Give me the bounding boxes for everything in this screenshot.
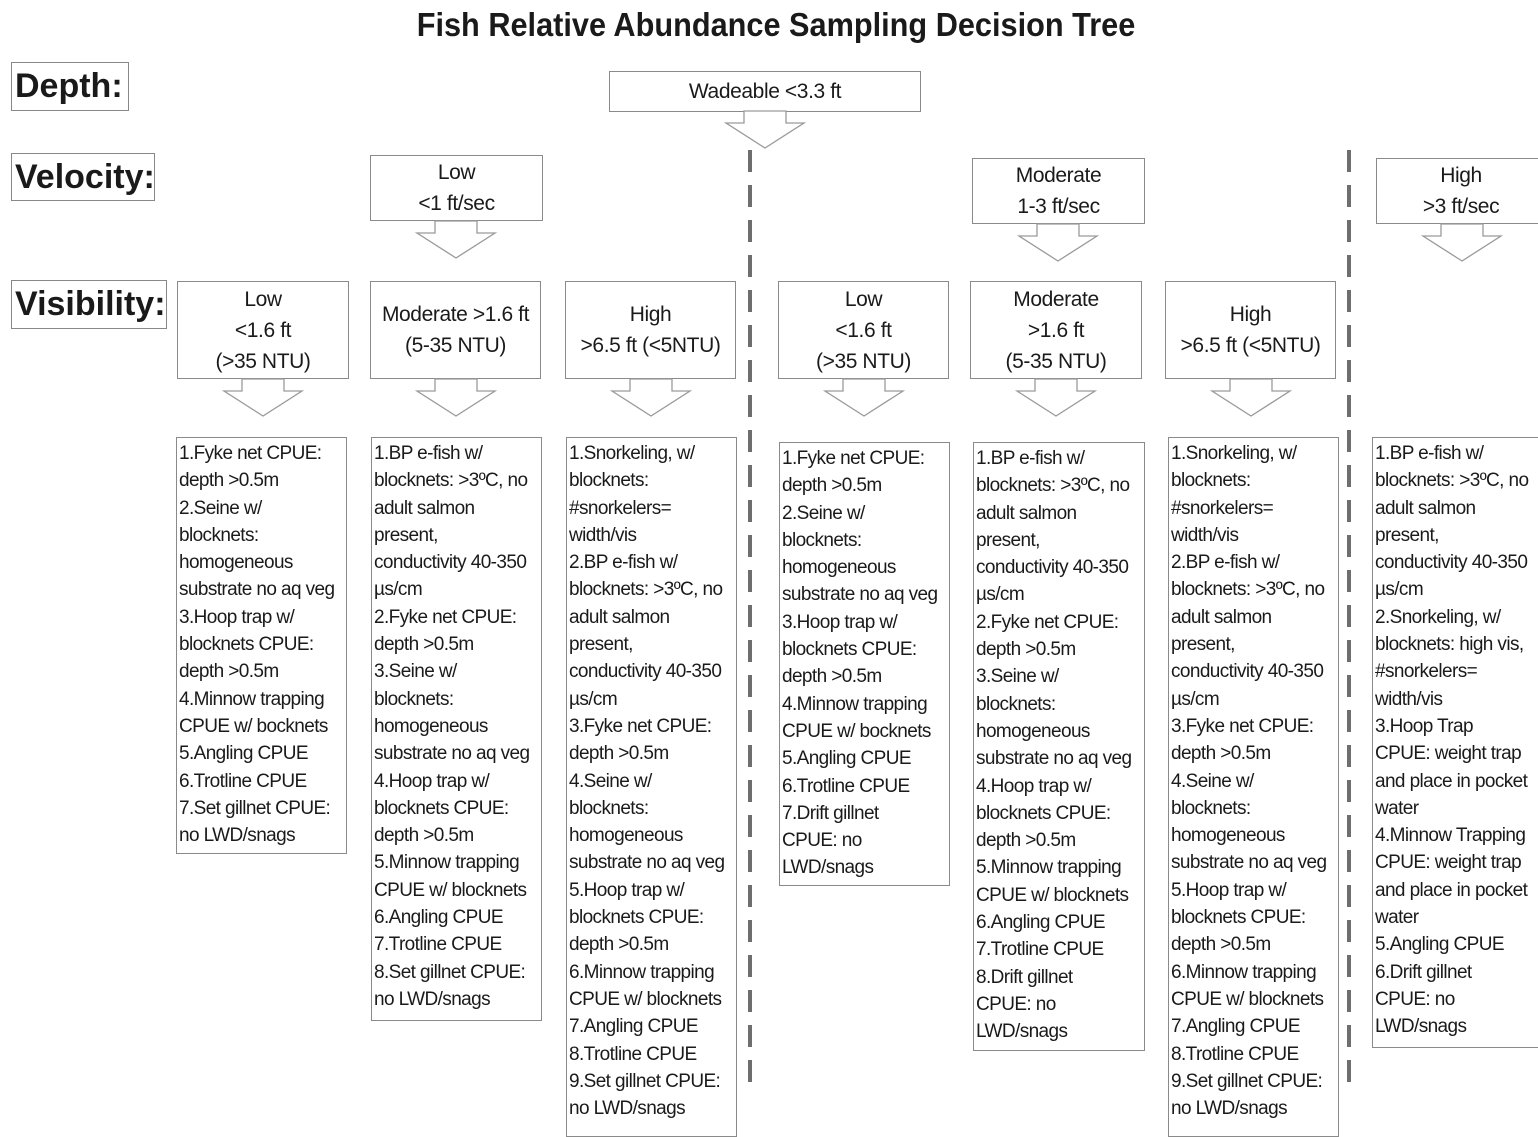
- visibility-box-moderate-1: [370, 281, 541, 379]
- method-list-2-line: 2.Fyke net CPUE:: [374, 606, 517, 628]
- velocity-box-moderate: [972, 158, 1145, 224]
- method-list-1-line: blocknets CPUE:: [179, 634, 314, 656]
- method-list-5-line: depth >0.5m: [976, 830, 1076, 852]
- method-list-7-line: water: [1375, 907, 1419, 929]
- method-list-6-line: 1.Snorkeling, w/: [1171, 443, 1297, 464]
- visibility-box-high-1-arrow: [610, 379, 692, 417]
- method-list-7-line: 6.Drift gillnet: [1375, 961, 1472, 983]
- method-list-4-line: depth >0.5m: [782, 666, 882, 688]
- method-list-2-line: 7.Trotline CPUE: [374, 934, 502, 956]
- method-list-7-line: adult salmon: [1375, 497, 1476, 519]
- method-list-6-line: blocknets: >3ºC, no: [1171, 579, 1325, 601]
- velocity-box-high-line: High: [1440, 164, 1482, 187]
- method-list-7-line: µs/cm: [1375, 579, 1424, 601]
- method-list-2-line: substrate no aq veg: [374, 743, 530, 765]
- method-list-7-line: LWD/snags: [1375, 1016, 1467, 1038]
- method-list-3-line: homogeneous: [569, 825, 683, 847]
- method-list-6-line: 9.Set gillnet CPUE:: [1171, 1070, 1323, 1092]
- method-list-3-line: 4.Seine w/: [569, 770, 652, 792]
- method-list-3-line: 8.Trotline CPUE: [569, 1043, 697, 1065]
- method-list-3-line: no LWD/snags: [569, 1098, 686, 1120]
- method-list-2-line: conductivity 40-350: [374, 552, 527, 574]
- method-list-5-line: 7.Trotline CPUE: [976, 939, 1104, 961]
- method-list-7-line: present,: [1375, 524, 1439, 546]
- method-list-2-line: homogeneous: [374, 715, 488, 737]
- method-list-5-line: blocknets CPUE:: [976, 802, 1111, 824]
- method-list-2-line: 8.Set gillnet CPUE:: [374, 961, 526, 983]
- method-list-5-line: CPUE: no: [976, 993, 1056, 1015]
- method-list-6-line: substrate no aq veg: [1171, 852, 1327, 874]
- method-list-3-line: blocknets:: [569, 470, 649, 492]
- velocity-box-low-line: <1 ft/sec: [418, 192, 495, 215]
- visibility-box-low-2-line: Low: [844, 287, 883, 311]
- velocity-box-high-line: >3 ft/sec: [1422, 195, 1500, 218]
- visibility-box-high-2-arrow: [1210, 379, 1292, 417]
- method-list-7-line: #snorkelers=: [1375, 661, 1478, 683]
- method-list-2-line: 1.BP e-fish w/: [374, 443, 483, 464]
- method-list-3-line: 3.Fyke net CPUE:: [569, 715, 712, 737]
- method-list-3: [566, 437, 737, 1137]
- method-list-3-line: 2.BP e-fish w/: [569, 552, 678, 574]
- method-list-2-line: depth >0.5m: [374, 634, 474, 656]
- method-list-5-line: LWD/snags: [976, 1021, 1068, 1043]
- method-list-2-line: 3.Seine w/: [374, 661, 457, 683]
- method-list-4-line: 4.Minnow trapping: [782, 693, 928, 715]
- method-list-2-line: 4.Hoop trap w/: [374, 770, 490, 792]
- method-list-5-line: blocknets:: [976, 693, 1056, 715]
- method-list-3-line: CPUE w/ blocknets: [569, 988, 722, 1010]
- method-list-7-line: 3.Hoop Trap: [1375, 715, 1473, 737]
- method-list-7-line: 4.Minnow Trapping: [1375, 825, 1526, 847]
- method-list-4-line: LWD/snags: [782, 857, 874, 879]
- visibility-box-low-1-line: <1.6 ft: [234, 318, 292, 342]
- method-list-4-line: 1.Fyke net CPUE:: [782, 448, 925, 469]
- visibility-box-moderate-2-arrow: [1015, 379, 1097, 417]
- method-list-5: [973, 442, 1145, 1051]
- method-list-7-line: width/vis: [1375, 688, 1443, 710]
- method-list-6-line: #snorkelers=: [1171, 497, 1274, 519]
- visibility-box-low-2-line: (>35 NTU): [815, 349, 911, 373]
- visibility-box-moderate-2: [970, 281, 1142, 379]
- method-list-5-line: substrate no aq veg: [976, 748, 1132, 770]
- method-list-7-line: blocknets: high vis,: [1375, 634, 1524, 656]
- method-list-4-line: 7.Drift gillnet: [782, 802, 879, 824]
- velocity-box-high-arrow: [1421, 224, 1503, 262]
- method-list-4-line: 3.Hoop trap w/: [782, 611, 898, 633]
- method-list-3-line: 6.Minnow trapping: [569, 961, 715, 983]
- method-list-6-line: adult salmon: [1171, 606, 1272, 628]
- visibility-box-low-1-line: Low: [244, 287, 282, 311]
- method-list-6-line: present,: [1171, 634, 1235, 656]
- method-list-5-line: 8.Drift gillnet: [976, 966, 1073, 988]
- method-list-5-line: 2.Fyke net CPUE:: [976, 611, 1119, 633]
- method-list-5-line: µs/cm: [976, 584, 1025, 606]
- method-list-4-line: 6.Trotline CPUE: [782, 775, 910, 797]
- visibility-box-low-2: [778, 281, 949, 379]
- method-list-7-line: and place in pocket: [1375, 770, 1528, 792]
- visibility-box-low-2-arrow: [823, 379, 905, 417]
- method-list-6-line: 7.Angling CPUE: [1171, 1016, 1300, 1038]
- depth-box-line: Wadeable <3.3 ft: [688, 80, 842, 103]
- method-list-3-line: conductivity 40-350: [569, 661, 722, 683]
- method-list-6-line: 4.Seine w/: [1171, 770, 1254, 792]
- method-list-6-line: 5.Hoop trap w/: [1171, 879, 1287, 901]
- method-list-6-line: CPUE w/ blocknets: [1171, 988, 1324, 1010]
- method-list-2-line: depth >0.5m: [374, 825, 474, 847]
- method-list-4-line: blocknets CPUE:: [782, 639, 917, 661]
- visibility-box-high-1: [565, 281, 736, 379]
- method-list-1-line: 5.Angling CPUE: [179, 743, 308, 765]
- method-list-3-line: width/vis: [569, 524, 637, 546]
- method-list-1-line: 1.Fyke net CPUE:: [179, 443, 322, 464]
- method-list-5-line: 1.BP e-fish w/: [976, 448, 1085, 469]
- method-list-3-line: 1.Snorkeling, w/: [569, 443, 695, 464]
- method-list-2-line: no LWD/snags: [374, 988, 491, 1010]
- visibility-box-moderate-2-line: Moderate: [1013, 287, 1099, 311]
- method-list-6-line: µs/cm: [1171, 688, 1220, 710]
- method-list-4-line: CPUE: no: [782, 830, 862, 852]
- velocity-box-low-line: Low: [437, 161, 476, 184]
- method-list-2-line: blocknets: >3ºC, no: [374, 470, 528, 492]
- velocity-box-moderate-line: 1-3 ft/sec: [1017, 195, 1100, 218]
- method-list-1-line: no LWD/snags: [179, 825, 296, 847]
- method-list-5-line: depth >0.5m: [976, 639, 1076, 661]
- method-list-6-line: conductivity 40-350: [1171, 661, 1324, 683]
- diagram-title: Fish Relative Abundance Sampling Decision Tree: [416, 6, 1136, 43]
- visibility-box-low-1-arrow: [222, 379, 304, 417]
- visibility-box-low-2-line: <1.6 ft: [835, 318, 892, 342]
- method-list-2: [371, 437, 542, 1021]
- method-list-5-line: 6.Angling CPUE: [976, 912, 1105, 934]
- visibility-box-high-1-line: High: [629, 303, 672, 326]
- method-list-3-line: adult salmon: [569, 606, 670, 628]
- method-list-6-line: 8.Trotline CPUE: [1171, 1043, 1299, 1065]
- method-list-3-line: 7.Angling CPUE: [569, 1016, 698, 1038]
- method-list-7-line: 2.Snorkeling, w/: [1375, 606, 1501, 628]
- method-list-1-line: 2.Seine w/: [179, 497, 262, 519]
- method-list-1-line: homogeneous: [179, 552, 293, 574]
- method-list-6-line: 6.Minnow trapping: [1171, 961, 1317, 983]
- method-list-6-line: no LWD/snags: [1171, 1098, 1288, 1120]
- method-list-5-line: 4.Hoop trap w/: [976, 775, 1092, 797]
- method-list-5-line: homogeneous: [976, 720, 1090, 742]
- method-list-6-line: 3.Fyke net CPUE:: [1171, 715, 1314, 737]
- method-list-4-line: homogeneous: [782, 557, 896, 579]
- method-list-7-line: CPUE: no: [1375, 988, 1455, 1010]
- method-list-6-line: 2.BP e-fish w/: [1171, 552, 1280, 574]
- method-list-4: [779, 442, 950, 886]
- velocity-box-low-arrow: [415, 221, 497, 259]
- method-list-6: [1168, 437, 1339, 1137]
- method-list-6-line: blocknets:: [1171, 797, 1251, 819]
- visibility-box-moderate-1-line: (5-35 NTU): [404, 334, 506, 357]
- method-list-3-line: 5.Hoop trap w/: [569, 879, 685, 901]
- method-list-7-line: 5.Angling CPUE: [1375, 934, 1504, 956]
- visibility-box-moderate-1-arrow: [415, 379, 497, 417]
- method-list-5-line: blocknets: >3ºC, no: [976, 475, 1130, 497]
- method-list-4-line: 2.Seine w/: [782, 502, 865, 524]
- method-list-7-line: 1.BP e-fish w/: [1375, 443, 1484, 464]
- velocity-box-moderate-arrow: [1017, 224, 1099, 262]
- method-list-2-line: blocknets CPUE:: [374, 797, 509, 819]
- method-list-5-line: 5.Minnow trapping: [976, 857, 1122, 879]
- visibility-box-moderate-2-line: >1.6 ft: [1027, 318, 1085, 342]
- method-list-7-line: CPUE: weight trap: [1375, 743, 1522, 765]
- method-list-7-line: conductivity 40-350: [1375, 552, 1528, 574]
- method-list-3-line: blocknets:: [569, 797, 649, 819]
- visibility-box-low-1-line: (>35 NTU): [215, 349, 311, 373]
- method-list-2-line: 6.Angling CPUE: [374, 907, 503, 929]
- method-list-1: [176, 437, 347, 854]
- method-list-1-line: depth >0.5m: [179, 661, 279, 683]
- method-list-6-line: homogeneous: [1171, 825, 1285, 847]
- method-list-1-line: depth >0.5m: [179, 470, 279, 492]
- row-label-depth: Depth:: [11, 62, 129, 111]
- method-list-3-line: #snorkelers=: [569, 497, 672, 519]
- visibility-box-low-1: [177, 281, 349, 379]
- method-list-1-line: CPUE w/ bocknets: [179, 715, 328, 737]
- method-list-2-line: blocknets:: [374, 688, 454, 710]
- method-list-7-line: and place in pocket: [1375, 879, 1528, 901]
- depth-arrow: [724, 111, 806, 149]
- visibility-box-high-2-line: High: [1229, 303, 1272, 326]
- method-list-6-line: depth >0.5m: [1171, 934, 1271, 956]
- method-list-2-line: present,: [374, 524, 438, 546]
- method-list-3-line: depth >0.5m: [569, 743, 669, 765]
- velocity-box-moderate-line: Moderate: [1015, 164, 1102, 187]
- visibility-box-high-1-line: >6.5 ft (<5NTU): [580, 334, 721, 357]
- visibility-box-high-2-line: >6.5 ft (<5NTU): [1180, 334, 1321, 357]
- method-list-5-line: 3.Seine w/: [976, 666, 1059, 688]
- method-list-5-line: conductivity 40-350: [976, 557, 1129, 579]
- method-list-1-line: 4.Minnow trapping: [179, 688, 325, 710]
- visibility-box-moderate-1-line: Moderate >1.6 ft: [381, 303, 530, 326]
- method-list-3-line: µs/cm: [569, 688, 618, 710]
- method-list-6-line: blocknets CPUE:: [1171, 907, 1306, 929]
- method-list-3-line: blocknets CPUE:: [569, 907, 704, 929]
- method-list-3-line: substrate no aq veg: [569, 852, 725, 874]
- velocity-box-low: [370, 155, 543, 221]
- method-list-7-line: blocknets: >3ºC, no: [1375, 470, 1529, 492]
- method-list-3-line: blocknets: >3ºC, no: [569, 579, 723, 601]
- row-label-velocity: Velocity:: [11, 153, 155, 201]
- method-list-1-line: blocknets:: [179, 524, 259, 546]
- method-list-5-line: present,: [976, 529, 1040, 551]
- method-list-2-line: CPUE w/ blocknets: [374, 879, 527, 901]
- velocity-box-high: [1376, 158, 1538, 224]
- method-list-2-line: 5.Minnow trapping: [374, 852, 520, 874]
- method-list-2-line: adult salmon: [374, 497, 475, 519]
- method-list-6-line: width/vis: [1171, 524, 1239, 546]
- method-list-1-line: 3.Hoop trap w/: [179, 606, 295, 628]
- method-list-4-line: CPUE w/ bocknets: [782, 720, 931, 742]
- method-list-6-line: depth >0.5m: [1171, 743, 1271, 765]
- method-list-3-line: 9.Set gillnet CPUE:: [569, 1070, 721, 1092]
- method-list-4-line: substrate no aq veg: [782, 584, 938, 606]
- velocity-divider-1: [747, 150, 753, 1095]
- method-list-1-line: 6.Trotline CPUE: [179, 770, 307, 792]
- method-list-7: [1372, 437, 1538, 1048]
- method-list-1-line: substrate no aq veg: [179, 579, 335, 601]
- method-list-2-line: µs/cm: [374, 579, 423, 601]
- method-list-7-line: CPUE: weight trap: [1375, 852, 1522, 874]
- method-list-5-line: CPUE w/ blocknets: [976, 884, 1129, 906]
- method-list-3-line: depth >0.5m: [569, 934, 669, 956]
- method-list-7-line: water: [1375, 797, 1419, 819]
- visibility-box-high-2: [1165, 281, 1336, 379]
- method-list-6-line: blocknets:: [1171, 470, 1251, 492]
- method-list-4-line: depth >0.5m: [782, 475, 882, 497]
- method-list-5-line: adult salmon: [976, 502, 1077, 524]
- method-list-4-line: blocknets:: [782, 529, 862, 551]
- row-label-visibility: Visibility:: [11, 280, 167, 329]
- method-list-4-line: 5.Angling CPUE: [782, 748, 911, 770]
- method-list-1-line: 7.Set gillnet CPUE:: [179, 797, 331, 819]
- method-list-3-line: present,: [569, 634, 633, 656]
- visibility-box-moderate-2-line: (5-35 NTU): [1005, 349, 1107, 373]
- depth-box: [609, 71, 921, 112]
- velocity-divider-2: [1346, 150, 1352, 1095]
